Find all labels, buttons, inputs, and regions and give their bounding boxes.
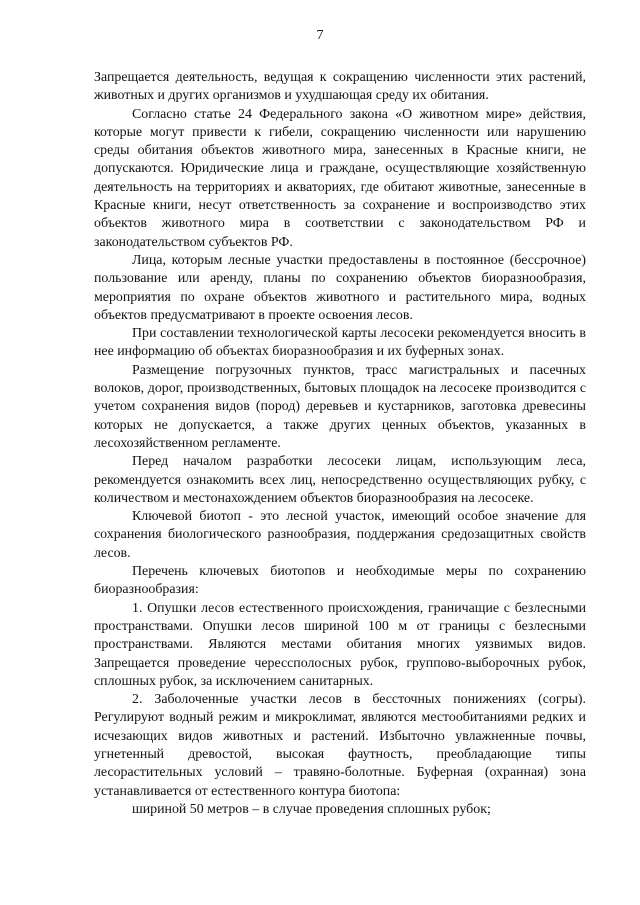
paragraph-key-biotope-definition: Ключевой биотоп - это лесной участок, имеющий особое значение для сохранения биологического разнообразия, поддержания средозащитных свойств лесов. xyxy=(94,509,586,561)
list-subitem-buffer-50m: шириной 50 метров – в случае проведения сплошных рубок; xyxy=(132,801,491,817)
page-number: 7 xyxy=(316,28,324,43)
paragraph-article-24: Согласно статье 24 Федерального закона «О животном мире» действия, которые могут привести к гибели, сокращению численности или нарушению среды обитания объектов животного мира, занесенных в Красные книги, не допускаются. Юридические лица и граждане, осуществляющие хозяйственную деятельность на территориях и акваториях, где обитают животные, занесенные в Красные книги, несут ответственность за сохранение и воспроизводство этих объектов животного мира в соответствии с законодательством РФ и законодательством субъектов РФ. xyxy=(94,106,586,250)
document-body xyxy=(94,69,586,819)
paragraph-biotope-list-intro: Перечень ключевых биотопов и необходимые меры по сохранению биоразнообразия: xyxy=(94,564,586,598)
paragraph-before-logging: Перед началом разработки лесосеки лицам, использующим леса, рекомендуется ознакомить всех лиц, непосредственно осуществляющих рубку, с количеством и местонахождением объектов биоразнообразия на лесосеке. xyxy=(94,454,586,506)
list-item-swampy-areas: 2. Заболоченные участки лесов в бессточных понижениях (согры). Регулируют водный режим и микроклимат, являются местообитаниями редких и исчезающих видов животных и растений. Избыточно увлажненные почвы, угнетенный древостой, высокая фаутность, преобладающие типы лесорастительных условий – травяно-болотные. Буферная (охранная) зона устанавливается от естественного контура биотопа: xyxy=(94,692,586,799)
paragraph-technological-map: При составлении технологической карты лесосеки рекомендуется вносить в нее информацию об объектах биоразнообразия и их буферных зонах. xyxy=(94,326,586,360)
paragraph-placement: Размещение погрузочных пунктов, трасс магистральных и пасечных волоков, дорог, производственных, бытовых площадок на лесосеке производится с учетом сохранения видов (пород) деревьев и кустарников, заготовка древесины которых не допускается, а также других ценных объектов, указанных в лесохозяйственном регламенте. xyxy=(94,362,586,451)
paragraph-prohibition: Запрещается деятельность, ведущая к сокращению численности этих растений, животных и других организмов и ухудшающая среду их обитания. xyxy=(94,70,586,104)
paragraph-forest-users: Лица, которым лесные участки предоставлены в постоянное (бессрочное) пользование или аренду, планы по сохранению объектов биоразнообразия, мероприятия по охране объектов животного и растительного мира, водных объектов предусматривают в проекте освоения лесов. xyxy=(94,252,586,323)
list-item-forest-edges: 1. Опушки лесов естественного происхождения, граничащие с безлесными пространствами. Опушки лесов шириной 100 м от границы с безлесными пространствами. Являются местами обитания многих уязвимых видов. Запрещается проведение черессполосных рубок, группово-выборочных рубок, сплошных рубок, за исключением санитарных. xyxy=(94,600,586,689)
